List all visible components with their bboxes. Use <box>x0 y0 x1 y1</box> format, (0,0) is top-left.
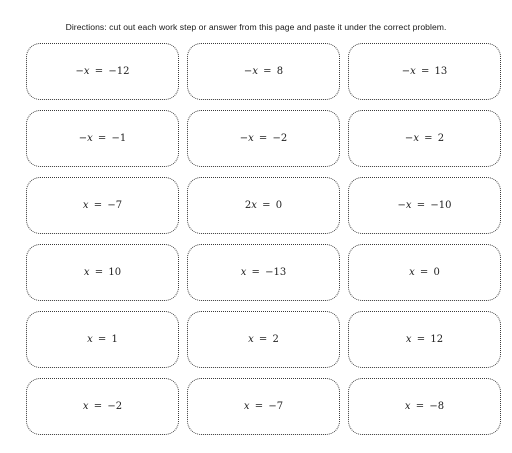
cutout-card[interactable] <box>26 43 179 100</box>
card-equation: x = 12 <box>405 334 444 345</box>
cutout-grid <box>26 43 501 435</box>
cutout-card[interactable] <box>187 43 340 100</box>
cutout-card[interactable] <box>348 177 501 234</box>
card-equation: 2x = 0 <box>244 200 283 211</box>
card-equation: −x = 2 <box>404 133 445 144</box>
cutout-card[interactable] <box>26 244 179 301</box>
card-equation: −x = 13 <box>401 66 448 77</box>
cutout-card[interactable] <box>348 378 501 435</box>
cutout-card[interactable] <box>348 244 501 301</box>
card-equation: −x = −1 <box>78 133 127 144</box>
card-equation: x = −7 <box>243 401 284 412</box>
directions-text: Directions: cut out each work step or answer from this page and paste it under the correct problem. <box>65 22 447 32</box>
card-equation: −x = 8 <box>243 66 284 77</box>
cutout-card[interactable] <box>187 177 340 234</box>
cutout-card[interactable] <box>187 244 340 301</box>
card-equation: x = 2 <box>248 334 279 345</box>
card-equation: x = −7 <box>82 200 123 211</box>
cutout-card[interactable] <box>26 177 179 234</box>
cutout-card[interactable] <box>187 378 340 435</box>
cutout-card[interactable] <box>348 43 501 100</box>
card-equation: −x = −12 <box>75 66 130 77</box>
card-equation: x = 10 <box>83 267 122 278</box>
card-equation: x = 1 <box>87 334 118 345</box>
cutout-card[interactable] <box>187 110 340 167</box>
cutout-card[interactable] <box>348 311 501 368</box>
cutout-card[interactable] <box>26 378 179 435</box>
cutout-card[interactable] <box>26 311 179 368</box>
card-equation: x = −8 <box>404 401 445 412</box>
card-equation: x = −2 <box>82 401 123 412</box>
cutout-card[interactable] <box>187 311 340 368</box>
card-equation: x = 0 <box>409 267 440 278</box>
card-equation: −x = −2 <box>239 133 288 144</box>
cutout-card[interactable] <box>26 110 179 167</box>
cutout-card[interactable] <box>348 110 501 167</box>
card-equation: −x = −10 <box>397 200 452 211</box>
card-equation: x = −13 <box>240 267 287 278</box>
